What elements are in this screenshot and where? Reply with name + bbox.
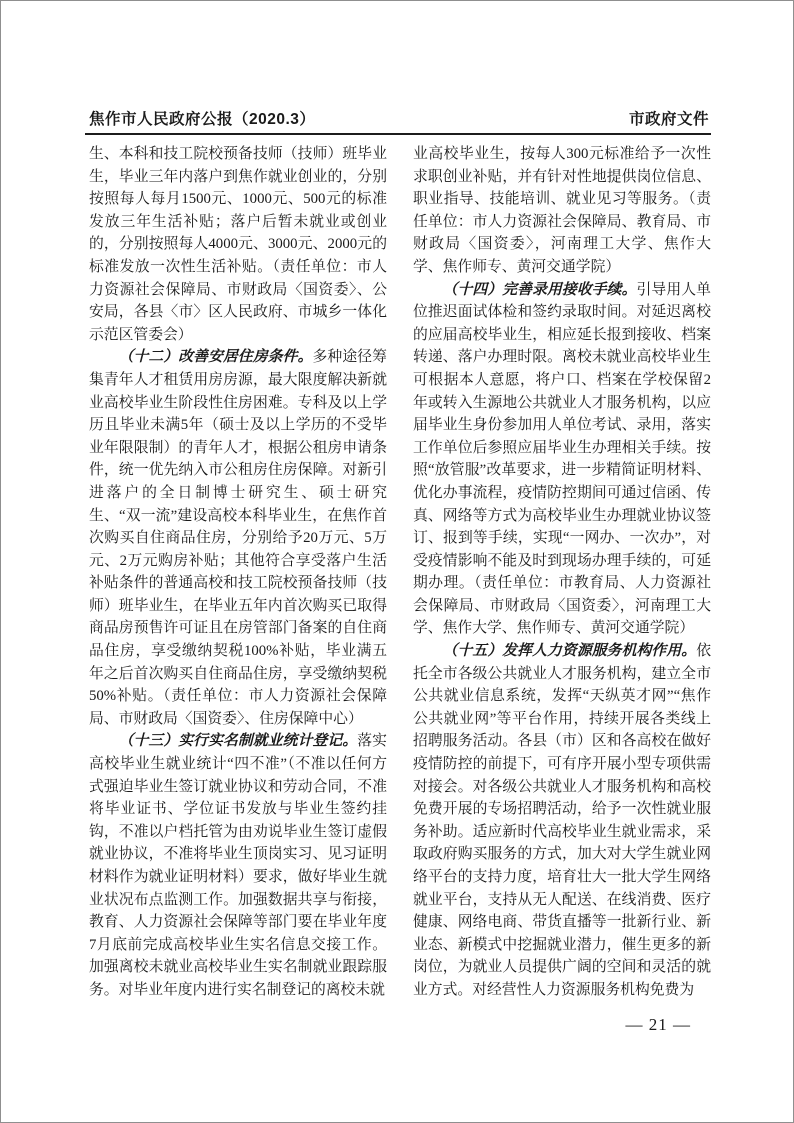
paragraph-clause-15: [413, 640, 711, 1002]
page-header: [89, 107, 709, 129]
paragraph-text: 依托全市各级公共就业人才服务机构，建立全市公共就业信息系统，发挥“天纵英才网”“焦作公共就业网”等平台作用，持续开展各类线上招聘服务活动。各县（市）区和各高校在做好疫情防控的前提下，可有序开展小型专项供需对接会。对各级公共就业人才服务机构和高校免费开展的专场招聘活动，给予一次性就业服务补助。适应新时代高校毕业生就业需求，采取政府购买服务的方式，加大对大学生就业网络平台的支持力度，培育壮大一批大学生网络就业平台，支持从无人配送、在线消费、医疗健康、网络电商、带货直播等一批新行业、新业态、新模式中挖掘就业潜力，催生更多的新岗位，为就业人员提供广阔的空间和灵活的就业方式。对经营性人力资源服务机构免费为: [413, 643, 711, 998]
clause-heading: （十二）改善安居住房条件。: [118, 349, 313, 366]
paragraph-continuation: [413, 143, 711, 279]
section-title: 市政府文件: [628, 111, 709, 128]
paragraph-text: 业高校毕业生，按每人300元标准给予一次性求职创业补贴，并有针对性地提供岗位信息、职业指导、技能培训、就业见习等服务。（责任单位：市人力资源社会保障局、教育局、市财政局〈国资委〉，河南理工大学、焦作大学、焦作师专、黄河交通学院）: [413, 146, 711, 275]
left-column: [89, 143, 387, 1002]
paragraph-clause-12: [89, 346, 387, 730]
clause-heading: （十五）发挥人力资源服务机构作用。: [442, 643, 697, 660]
gazette-title: 焦作市人民政府公报（2020.3）: [89, 111, 316, 128]
right-column: [413, 143, 711, 1002]
paragraph-text: 引导用人单位推迟面试体检和签约录取时间。对延迟离校的应届高校毕业生，相应延长报到接收、档案转递、落户办理时限。离校未就业高校毕业生可根据本人意愿，将户口、档案在学校保留2年或转入生源地公共就业人才服务机构，以应届毕业生身份参加用人单位考试、录用，落实工作单位后参照应届毕业生办理相关手续。按照“放管服”改革要求，进一步精简证明材料、优化办事流程，疫情防控期间可通过信函、传真、网络等方式为高校毕业生办理就业协议签订、报到等手续，实现“一网办、一次办”，对受疫情影响不能及时到现场办理手续的，可延期办理。（责任单位：市教育局、人力资源社会保障局、市财政局〈国资委〉，河南理工大学、焦作大学、焦作师专、黄河交通学院）: [413, 281, 711, 637]
paragraph-clause-14: [413, 279, 711, 641]
page-number: — 21 —: [625, 1015, 691, 1034]
paragraph-text: 落实高校毕业生就业统计“四不准”（不准以任何方式强迫毕业生签订就业协议和劳动合同，不准将毕业证书、学位证书发放与毕业生签约挂钩，不准以户档托管为由劝说毕业生签订虚假就业协议，不准将毕业生顶岗实习、见习证明材料作为就业证明材料）要求，做好毕业生就业状况布点监测工作。加强数据共享与衔接，教育、人力资源社会保障等部门要在毕业年度7月底前完成高校毕业生实名信息交接工作。加强离校未就业高校毕业生实名制就业跟踪服务。对毕业年度内进行实名制登记的离校未就: [89, 733, 387, 998]
paragraph-text: 生、本科和技工院校预备技师（技师）班毕业生，毕业三年内落户到焦作就业创业的，分别按照每人每月1500元、1000元、500元的标准发放三年生活补贴；落户后暂未就业或创业的，分别按照每人4000元、3000元、2000元的标准发放一次性生活补贴。（责任单位：市人力资源社会保障局、市财政局〈国资委〉、公安局，各县〈市〉区人民政府、市城乡一体化示范区管委会）: [89, 146, 387, 343]
two-column-body: [89, 143, 711, 1002]
paragraph-clause-13: [89, 730, 387, 1001]
paragraph-continuation: [89, 143, 387, 346]
clause-heading: （十四）完善录用接收手续。: [442, 281, 637, 298]
paragraph-text: 多种途径筹集青年人才租赁用房房源，最大限度解决新就业高校毕业生阶段性住房困难。专科及以上学历且毕业未满5年（硕士及以上学历的不受毕业年限限制）的青年人才，根据公租房申请条件，统一优先纳入市公租房住房保障。对新引进落户的全日制博士研究生、硕士研究生、“双一流”建设高校本科毕业生，在焦作首次购买自住商品住房，分别给予20万元、5万元、2万元购房补贴；其他符合享受落户生活补贴条件的普通高校和技工院校预备技师（技师）班毕业生，在毕业五年内首次购买已取得商品房预售许可证且在房管部门备案的自住商品住房，享受缴纳契税100%补贴，毕业满五年之后首次购买自住商品住房，享受缴纳契税50%补贴。（责任单位：市人力资源社会保障局、市财政局〈国资委〉、住房保障中心）: [89, 349, 387, 727]
clause-heading: （十三）实行实名制就业统计登记。: [118, 733, 358, 750]
header-rule: [85, 133, 711, 135]
